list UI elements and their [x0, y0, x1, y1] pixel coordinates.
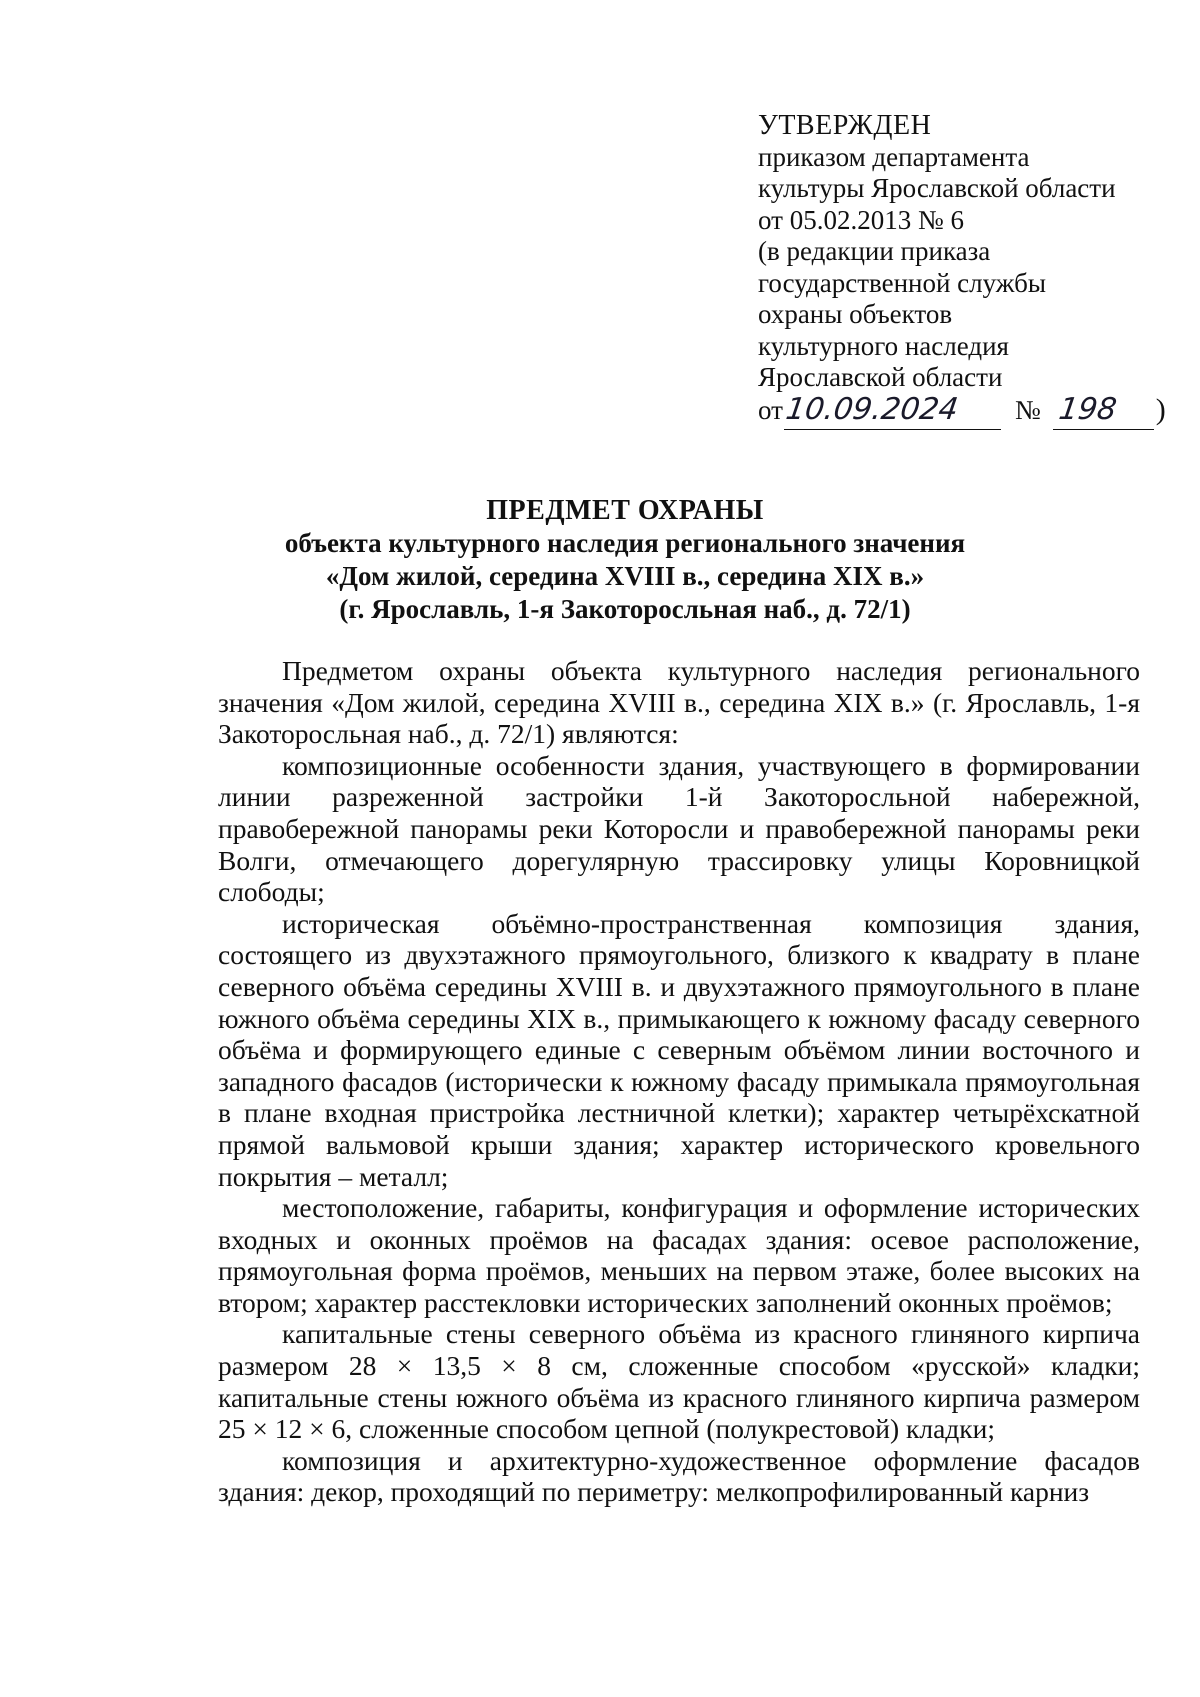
body-paragraph: композиционные особенности здания, участвующего в формировании линии разреженной застройки 1-й Закоторосльной набережной, правобережной панорамы реки Которосли и правобережной панорамы реки Волги, отмечающего дорегулярную трассировку улицы Коровницкой слободы; [218, 749, 1140, 908]
body-paragraph: местоположение, габариты, конфигурация и оформление исторических входных и оконных проёмов на фасадах здания: осевое расположение, прямоугольная форма проёмов, меньших на первом этаже, более высоких на втором; характер расстекловки исторических заполнений оконных проёмов; [218, 1192, 1140, 1318]
document-title [60, 494, 1190, 626]
title-line-3: (г. Ярославль, 1-я Закоторосльная наб., д. 72/1) [339, 594, 911, 624]
title-main: ПРЕДМЕТ ОХРАНЫ [486, 495, 764, 526]
approval-line: Ярославской области [758, 362, 1003, 392]
date-blank [783, 391, 1001, 430]
number-blank [1053, 391, 1154, 430]
approval-date-line [758, 391, 1178, 430]
approval-line: от 05.02.2013 № 6 [758, 204, 964, 235]
body-paragraph: композиция и архитектурно-художественное оформление фасадов здания: декор, проходящий по периметру: мелкопрофилированный карниз [218, 1444, 1140, 1508]
body-paragraph: капитальные стены северного объёма из красного глиняного кирпича размером 28 × 13,5 × 8 см, сложенные способом «русской» кладки; капитальные стены южного объёма из красного глиняного кирпича размером 25 × 12 × 6, сложенные способом цепной (полукрестовой) кладки; [218, 1318, 1140, 1445]
approval-line: культурного наследия [758, 330, 1009, 361]
document-body [218, 655, 1140, 1508]
approval-line: приказом департамента [758, 141, 1030, 172]
handwritten-date: 10.09.2024 [783, 391, 961, 427]
approval-line: охраны объектов [758, 299, 953, 329]
closing-paren: ) [1155, 392, 1166, 426]
date-prefix: от [758, 394, 783, 425]
approved-heading: УТВЕРЖДЕН [758, 110, 932, 141]
handwritten-number: 198 [1056, 391, 1119, 427]
approval-stamp-block [758, 110, 1178, 430]
number-sign: № [1014, 394, 1041, 425]
body-paragraph: историческая объёмно-пространственная композиция здания, состоящего из двухэтажного прямоугольного, близкого к квадрату в плане северного объёма середины XVIII в. и двухэтажного прямоугольного в плане южного объёма середины XIX в., примыкающего к южному фасаду северного объёма и формирующего единые с северным объёмом линии восточного и западного фасадов (исторически к южному фасаду примыкала прямоугольная в плане входная пристройка лестничной клетки); характер четырёхскатной прямой вальмовой крыши здания; характер исторического кровельного покрытия – металл; [218, 907, 1140, 1192]
title-line-1: объекта культурного наследия регионального значения [284, 528, 966, 558]
approval-line: государственной службы [758, 267, 1046, 298]
title-line-2: «Дом жилой, середина XVIII в., середина XIX в.» [325, 561, 925, 591]
approval-line: культуры Ярославской области [758, 173, 1116, 203]
approval-line: (в редакции приказа [758, 236, 991, 266]
body-paragraph-intro: Предметом охраны объекта культурного наследия регионального значения «Дом жилой, середина XVIII в., середина XIX в.» (г. Ярославль, 1-я Закоторосльная наб., д. 72/1) являются: [218, 655, 1140, 750]
